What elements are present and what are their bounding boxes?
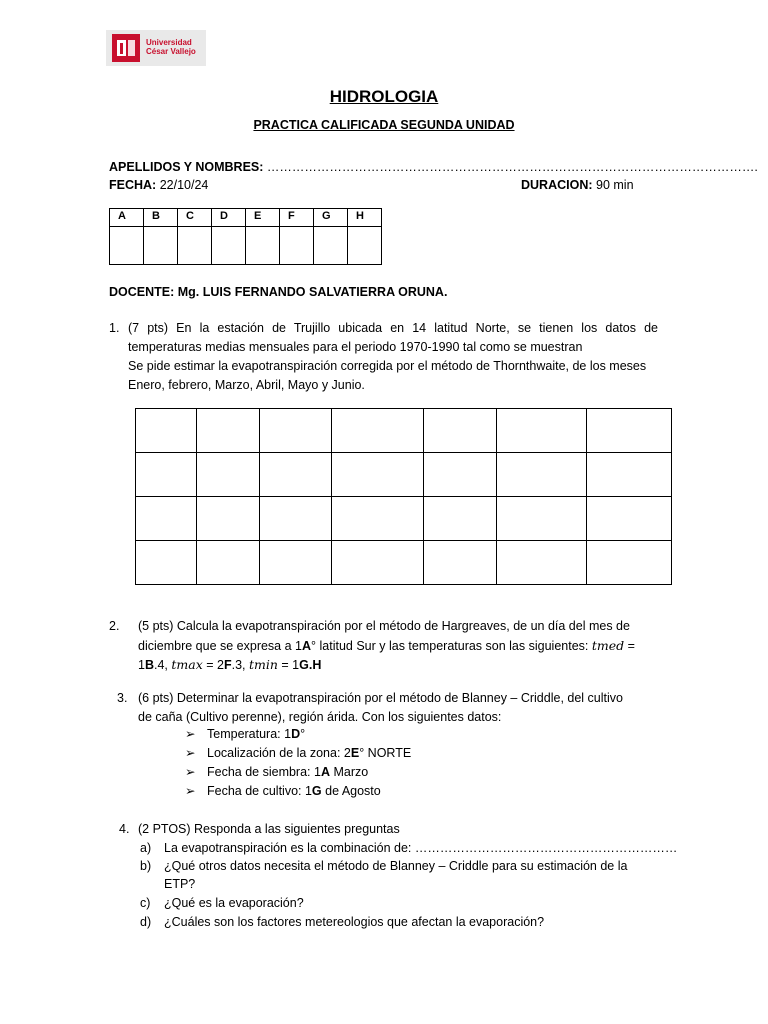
question-4-item	[140, 875, 195, 894]
question-1-number: 1.	[109, 321, 120, 335]
table-cell[interactable]	[332, 453, 424, 497]
item-text: La evapotranspiración es la combinación de: ………………………………………………………	[164, 841, 678, 855]
q2-text: ° latitud Sur y las temperaturas son las siguientes:	[311, 639, 592, 653]
item-text: ¿Qué es la evaporación?	[164, 896, 304, 910]
question-4-item	[140, 894, 304, 913]
q2-text: .3,	[231, 658, 249, 672]
answer-key-header-row	[110, 209, 382, 227]
table-cell[interactable]	[197, 453, 260, 497]
question-4-number: 4.	[119, 822, 130, 836]
table-cell[interactable]	[332, 497, 424, 541]
question-2-line-3	[138, 655, 321, 675]
answer-key-grid	[109, 208, 382, 265]
q2-var-h: H	[312, 658, 322, 672]
q2-dot: .	[308, 658, 313, 672]
page-subtitle: PRACTICA CALIFICADA SEGUNDA UNIDAD	[253, 118, 515, 132]
table-cell[interactable]	[260, 497, 332, 541]
answer-key-blank-row	[110, 227, 382, 265]
arrow-bullet-icon: ➢	[185, 727, 196, 741]
q2-var-g: G	[299, 658, 309, 672]
table-cell[interactable]	[197, 541, 260, 585]
question-2-line-1: (5 pts) Calcula la evapotranspiración por el método de Hargreaves, de un día del mes de	[138, 619, 630, 633]
item-text: °	[300, 727, 306, 741]
item-text: Marzo	[329, 765, 369, 779]
table-cell[interactable]	[587, 541, 672, 585]
apellidos-label: APELLIDOS Y NOMBRES:	[109, 160, 264, 174]
q2-tmed: tmed	[591, 638, 625, 653]
question-2-number: 2.	[109, 619, 120, 633]
question-4-item	[140, 839, 677, 858]
q2-var-b: B	[144, 658, 154, 672]
grid-letter-d: D	[212, 209, 246, 227]
grid-blank-cell[interactable]	[178, 227, 212, 265]
table-cell[interactable]	[260, 409, 332, 453]
temperature-data-table	[135, 408, 672, 585]
university-shield-icon	[112, 34, 140, 62]
logo-line-2: César Vallejo	[146, 47, 196, 56]
item-text: Temperatura: 1	[207, 727, 292, 741]
arrow-bullet-icon: ➢	[185, 765, 196, 779]
question-1-line-1: (7 pts) En la estación de Trujillo ubicada en 14 latitud Norte, se tienen los datos de	[128, 321, 658, 335]
item-text: Localización de la zona: 2	[207, 746, 351, 760]
question-3-item	[185, 744, 411, 763]
logo-line-1: Universidad	[146, 38, 192, 47]
arrow-bullet-icon: ➢	[185, 784, 196, 798]
item-var: E	[350, 746, 360, 760]
logo-text	[146, 38, 196, 56]
table-cell[interactable]	[260, 541, 332, 585]
grid-blank-cell[interactable]	[110, 227, 144, 265]
item-text: ° NORTE	[359, 746, 412, 760]
question-1-line-4: Enero, febrero, Marzo, Abril, Mayo y Junio.	[128, 378, 365, 392]
item-label: b)	[140, 859, 152, 873]
item-text: Fecha de siembra: 1	[207, 765, 321, 779]
table-cell[interactable]	[136, 453, 197, 497]
question-4-item	[140, 857, 627, 876]
item-var: G	[311, 784, 322, 798]
table-row	[136, 541, 672, 585]
duracion-line	[521, 178, 634, 192]
grid-blank-cell[interactable]	[314, 227, 348, 265]
page-title: HIDROLOGIA	[329, 87, 439, 106]
table-row	[136, 497, 672, 541]
duracion-label: DURACION:	[521, 178, 593, 192]
q2-text: diciembre que se expresa a 1	[138, 639, 302, 653]
table-cell[interactable]	[424, 453, 497, 497]
item-var: D	[291, 727, 301, 741]
apellidos-dots: ……………………………………………………………………………………………………….	[266, 160, 758, 174]
table-cell[interactable]	[197, 409, 260, 453]
university-logo	[106, 30, 206, 66]
item-text: ETP?	[164, 877, 196, 891]
table-cell[interactable]	[424, 541, 497, 585]
grid-letter-h: H	[348, 209, 382, 227]
table-cell[interactable]	[332, 541, 424, 585]
grid-blank-cell[interactable]	[280, 227, 314, 265]
apellidos-line	[109, 160, 758, 174]
grid-blank-cell[interactable]	[212, 227, 246, 265]
question-1-line-2: temperaturas medias mensuales para el periodo 1970-1990 tal como se muestran	[128, 340, 583, 354]
grid-letter-e: E	[246, 209, 280, 227]
fecha-value: 22/10/24	[159, 178, 209, 192]
table-cell[interactable]	[497, 453, 587, 497]
item-var: A	[320, 765, 330, 779]
q2-text: 1	[138, 658, 145, 672]
grid-letter-f: F	[280, 209, 314, 227]
table-cell[interactable]	[587, 497, 672, 541]
question-3-item	[185, 782, 381, 801]
q2-var-f: F	[223, 658, 232, 672]
q2-text: .4,	[153, 658, 172, 672]
arrow-bullet-icon: ➢	[185, 746, 196, 760]
grid-letter-g: G	[314, 209, 348, 227]
table-cell[interactable]	[497, 497, 587, 541]
grid-blank-cell[interactable]	[348, 227, 382, 265]
question-3-item	[185, 725, 305, 744]
table-cell[interactable]	[260, 453, 332, 497]
table-cell[interactable]	[587, 453, 672, 497]
item-text: de Agosto	[321, 784, 381, 798]
q2-text: = 2	[202, 658, 224, 672]
question-1-line-3: Se pide estimar la evapotranspiración corregida por el método de Thornthwaite, de los meses	[128, 359, 647, 373]
table-cell[interactable]	[136, 541, 197, 585]
table-cell[interactable]	[587, 409, 672, 453]
table-cell[interactable]	[424, 409, 497, 453]
table-row	[136, 409, 672, 453]
fecha-line	[109, 178, 208, 192]
question-3-number: 3.	[117, 691, 128, 705]
q2-tmin: tmin	[248, 657, 278, 672]
table-cell[interactable]	[136, 409, 197, 453]
question-3-line-1: (6 pts) Determinar la evapotranspiración por el método de Blanney – Criddle, del cultivo	[138, 691, 623, 705]
grid-letter-c: C	[178, 209, 212, 227]
question-3-line-2: de caña (Cultivo perenne), región árida. Con los siguientes datos:	[138, 710, 502, 724]
item-label: c)	[140, 896, 151, 910]
table-cell[interactable]	[424, 497, 497, 541]
grid-blank-cell[interactable]	[246, 227, 280, 265]
q2-tmax: tmax	[171, 657, 203, 672]
table-cell[interactable]	[497, 541, 587, 585]
duracion-value: 90 min	[596, 178, 634, 192]
q2-var-a: A	[301, 639, 312, 653]
item-label: a)	[140, 841, 152, 855]
fecha-label: FECHA:	[109, 178, 157, 192]
q2-text: = 1	[277, 658, 300, 672]
docente-line: DOCENTE: Mg. LUIS FERNANDO SALVATIERRA ORUNA.	[109, 285, 448, 299]
table-cell[interactable]	[497, 409, 587, 453]
grid-letter-b: B	[144, 209, 178, 227]
table-cell[interactable]	[332, 409, 424, 453]
grid-blank-cell[interactable]	[144, 227, 178, 265]
item-label: d)	[140, 915, 152, 929]
q2-text: =	[624, 639, 635, 653]
question-4-item	[140, 913, 544, 932]
item-text: ¿Qué otros datos necesita el método de Blanney – Criddle para su estimación de la	[164, 859, 628, 873]
table-cell[interactable]	[136, 497, 197, 541]
question-3-item	[185, 763, 368, 782]
table-cell[interactable]	[197, 497, 260, 541]
question-4-line-1: (2 PTOS) Responda a las siguientes preguntas	[138, 822, 400, 836]
item-text: ¿Cuáles son los factores metereologios que afectan la evaporación?	[164, 915, 545, 929]
grid-letter-a: A	[110, 209, 144, 227]
item-text: Fecha de cultivo: 1	[207, 784, 312, 798]
table-row	[136, 453, 672, 497]
question-2-line-2	[138, 636, 635, 656]
